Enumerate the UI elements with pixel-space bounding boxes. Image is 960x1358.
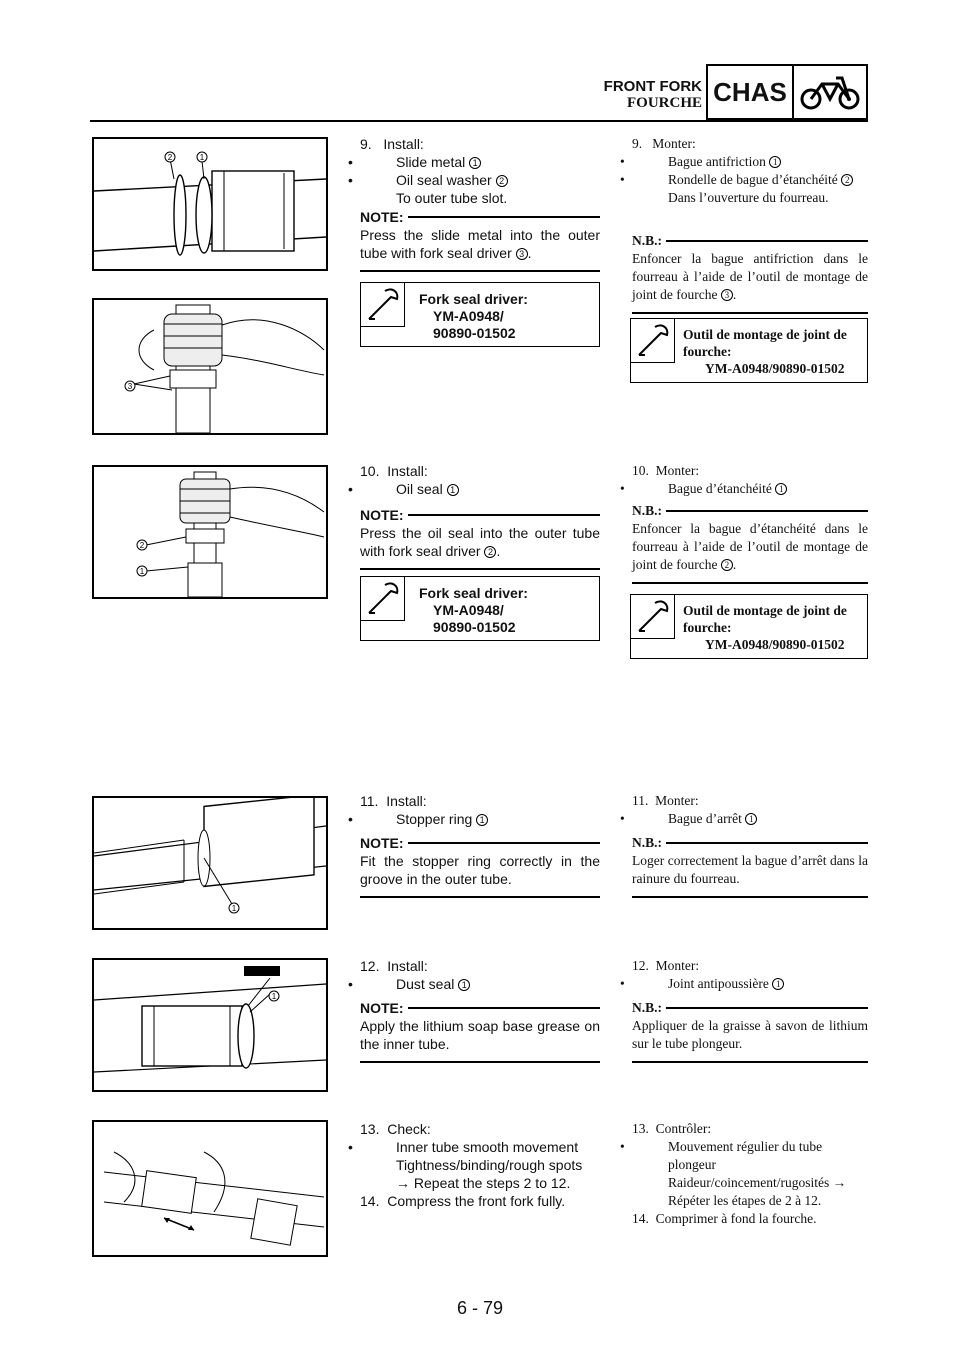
note-9-fr: N.B.: Enfoncer la bague antifriction dans le fourreau à l’aide de l’outil de montage de joint de fourche 3 . [632, 232, 868, 314]
step-12-fr: 12. Monter: • Joint antipoussière 1 [632, 957, 868, 993]
figure-stopper-ring [92, 796, 328, 930]
step-13-en: 13. Check: • Inner tube smooth movement Tightness/binding/rough spots → Repeat the steps 2 to 12. 14. Compress the front fork fully. [360, 1120, 605, 1210]
step-detail: To outer tube slot. [396, 190, 508, 206]
fig3-marker-2: 2 [139, 541, 145, 550]
tool-box-9-fr [630, 318, 868, 383]
note-label: NOTE: [360, 209, 404, 225]
header-rule [90, 120, 868, 122]
list-item: • Joint antipoussière 1 [632, 975, 868, 993]
note-12-fr: N.B.: Appliquer de la graisse à savon de lithium sur le tube plongeur. [632, 999, 868, 1063]
section-label: CHAS [708, 66, 794, 118]
note-10-fr: N.B.: Enfoncer la bague d’étanchéité dans le fourreau à l’aide de l’outil de montage de joint de fourche 2 . [632, 502, 868, 584]
fig1-marker-2: 2 [167, 153, 173, 162]
step-10-en: 10. Install: • Oil seal 1 [360, 462, 600, 498]
header-title-fr: FOURCHE [627, 95, 702, 111]
step-detail: Dans l’ouverture du fourreau. [668, 190, 829, 205]
tool-box-10-fr: Outil de montage de joint de fourche: YM-A0948/90890-01502 [630, 594, 868, 659]
list-item: • Dust seal 1 [360, 975, 600, 993]
figure-slide-metal [92, 137, 328, 271]
list-item: • Oil seal washer 2 [360, 171, 600, 189]
list-item: • Mouvement régulier du tube plongeur [632, 1138, 868, 1174]
header-title-en: FRONT FORK [603, 78, 702, 95]
note-10-en: NOTE: Press the oil seal into the outer tube with fork seal driver 2 . [360, 506, 600, 570]
list-item: • Stopper ring 1 [360, 810, 600, 828]
tool-box-10-en: Fork seal driver: YM-A0948/ 90890-01502 [360, 576, 600, 641]
step-10-fr: 10. Monter: • Bague d’étanchéité 1 [632, 462, 868, 498]
step-12-en: 12. Install: • Dust seal 1 [360, 957, 600, 993]
note-11-en: NOTE: Fit the stopper ring correctly in the groove in the outer tube. [360, 834, 600, 898]
figure-inner-tube-check [92, 1120, 328, 1257]
step-11-fr: 11. Monter: • Bague d’arrêt 1 [632, 792, 868, 828]
step-detail: → Repeat the steps 2 to 12. [396, 1175, 571, 1191]
tool-code: 90890-01502 [433, 325, 516, 341]
step-detail: Répéter les étapes de 2 à 12. [668, 1193, 822, 1208]
tool-name: Outil de montage de joint de fourche: [683, 327, 847, 359]
figure-oil-seal [92, 465, 328, 599]
tool-code: YM-A0948/ [433, 308, 504, 324]
fig3-marker-1: 1 [139, 567, 145, 576]
list-item: • Inner tube smooth movement [360, 1138, 605, 1156]
step-number: 9. [360, 136, 372, 152]
figure-fork-seal-driver-1 [92, 298, 328, 435]
fig4-marker-1: 1 [231, 904, 237, 913]
list-item: • Oil seal 1 [360, 480, 600, 498]
list-item: • Rondelle de bague d’étanchéité 2 [632, 171, 868, 189]
tool-name: Fork seal driver: [419, 291, 528, 307]
list-item: • Bague d’étanchéité 1 [632, 480, 868, 498]
section-badge [706, 64, 868, 120]
fig1-marker-1: 1 [199, 153, 205, 162]
tool-code: YM-A0948/90890-01502 [705, 361, 845, 376]
note-11-fr: N.B.: Loger correctement la bague d’arrêt dans la rainure du fourreau. [632, 834, 868, 898]
step-detail: Tightness/binding/rough spots [396, 1157, 583, 1173]
list-item: • Bague d’arrêt 1 [632, 810, 868, 828]
note-text: Press the slide metal into the outer tube with fork seal driver [360, 227, 600, 261]
fig2-marker-3: 3 [127, 382, 133, 391]
step-9-en [360, 135, 600, 207]
step-detail: Raideur/coincement/rugosités → [668, 1175, 847, 1190]
list-item: • Bague antifriction 1 [632, 153, 868, 171]
wrench-icon [631, 595, 675, 639]
step-action: Install: [383, 136, 424, 152]
wrench-icon [631, 319, 675, 363]
motorcycle-icon [794, 66, 866, 118]
wrench-icon [361, 283, 405, 327]
step-9-fr: 9. Monter: • Bague antifriction 1 • Rondelle de bague d’étanchéité 2 Dans l’ouverture du fourreau. [632, 135, 868, 207]
figure-dust-seal [92, 958, 328, 1092]
note-9-en: NOTE: Press the slide metal into the outer tube with fork seal driver 3 . [360, 208, 600, 272]
step-13-fr: 13. Contrôler: • Mouvement régulier du tube plongeur Raideur/coincement/rugosités → Répéter les étapes de 2 à 12. 14. Comprimer à fond la fourche. [632, 1120, 868, 1228]
step-11-en: 11. Install: • Stopper ring 1 [360, 792, 600, 828]
wrench-icon [361, 577, 405, 621]
fig5-marker-1: 1 [271, 992, 277, 1001]
page-number: 6 - 79 [456, 1298, 504, 1318]
note-12-en: NOTE: Apply the lithium soap base grease on the inner tube. [360, 999, 600, 1063]
list-item: • Slide metal 1 [360, 153, 600, 171]
tool-box-9-en [360, 282, 600, 347]
